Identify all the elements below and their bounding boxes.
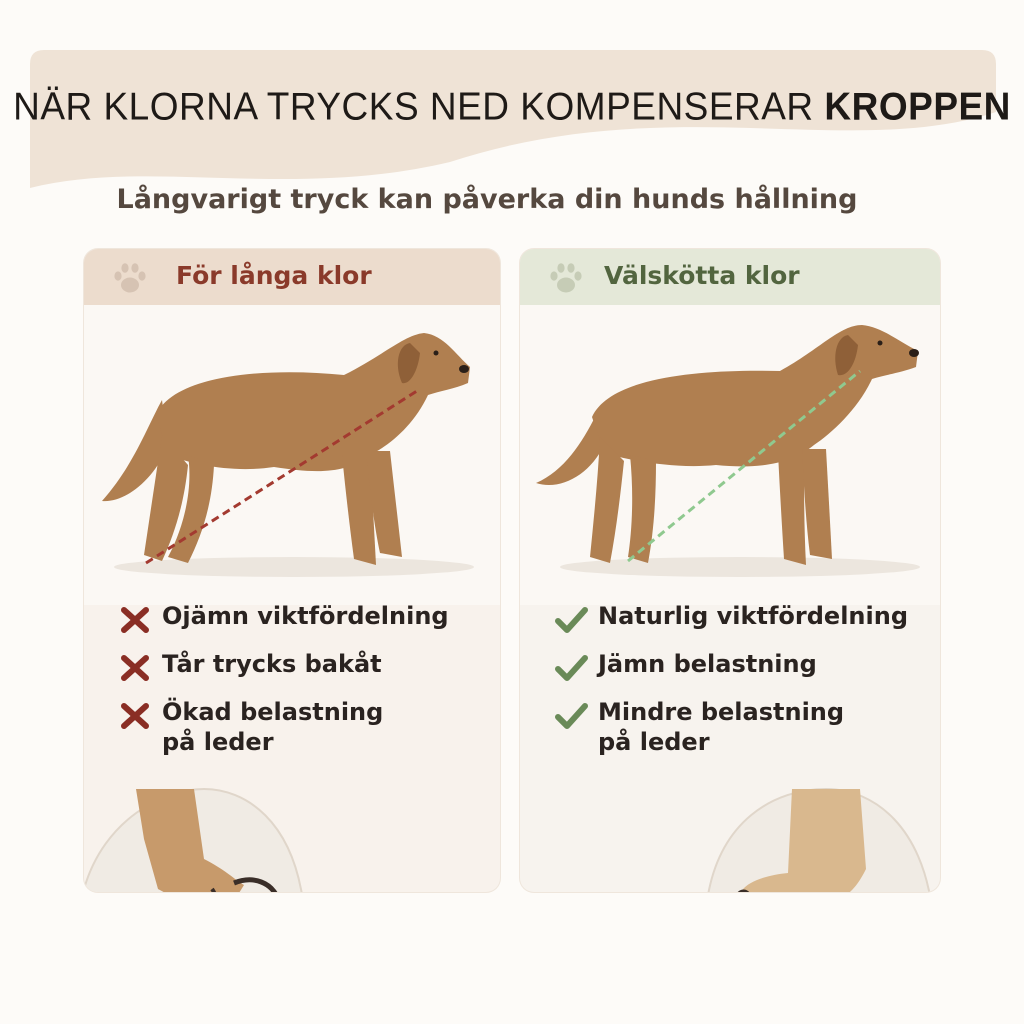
panel-trimmed-claws: [520, 249, 940, 892]
item-text-line2: på leder: [598, 728, 710, 756]
list-item: [116, 601, 476, 631]
dog-icon: [536, 325, 918, 565]
x-icon: [118, 653, 152, 683]
panel-title: För långa klor: [176, 261, 372, 290]
panel-long-claws: [84, 249, 500, 892]
check-icon: [554, 701, 588, 731]
check-icon: [554, 605, 588, 635]
item-text: Naturlig viktfördelning: [598, 602, 908, 630]
page-subtitle: Långvarigt tryck kan påverka din hunds hållning: [116, 184, 858, 215]
paw-icon: [548, 261, 584, 295]
paw-closeup-bad: [84, 779, 324, 892]
issue-list: [116, 601, 476, 775]
x-icon: [118, 605, 152, 635]
dog-illustration-good: [520, 305, 940, 605]
paw-icon: [112, 261, 148, 295]
list-item: [116, 649, 476, 679]
item-text-line2: på leder: [162, 728, 274, 756]
dog-icon: [102, 333, 470, 565]
check-icon: [554, 653, 588, 683]
list-item: [552, 601, 912, 631]
list-item: [552, 697, 912, 757]
item-text-line1: Mindre belastning: [598, 698, 845, 726]
panel-title: Välskötta klor: [604, 261, 800, 290]
title-main: NÄR KLORNA TRYCKS NED KOMPENSERAR: [13, 84, 825, 128]
dog-illustration-bad: [84, 305, 500, 605]
benefit-list: [552, 601, 912, 775]
item-text: Jämn belastning: [598, 650, 817, 678]
list-item: [116, 697, 476, 757]
item-text: Tår trycks bakåt: [162, 650, 382, 678]
x-icon: [118, 701, 152, 731]
item-text: Ojämn viktfördelning: [162, 602, 449, 630]
paw-closeup-good: [696, 779, 936, 892]
title-bold: KROPPEN: [824, 84, 1011, 128]
panel-header: [520, 249, 940, 305]
list-item: [552, 649, 912, 679]
panel-header: [84, 249, 500, 305]
page-title: [0, 85, 1024, 129]
item-text-line1: Ökad belastning: [162, 698, 384, 726]
